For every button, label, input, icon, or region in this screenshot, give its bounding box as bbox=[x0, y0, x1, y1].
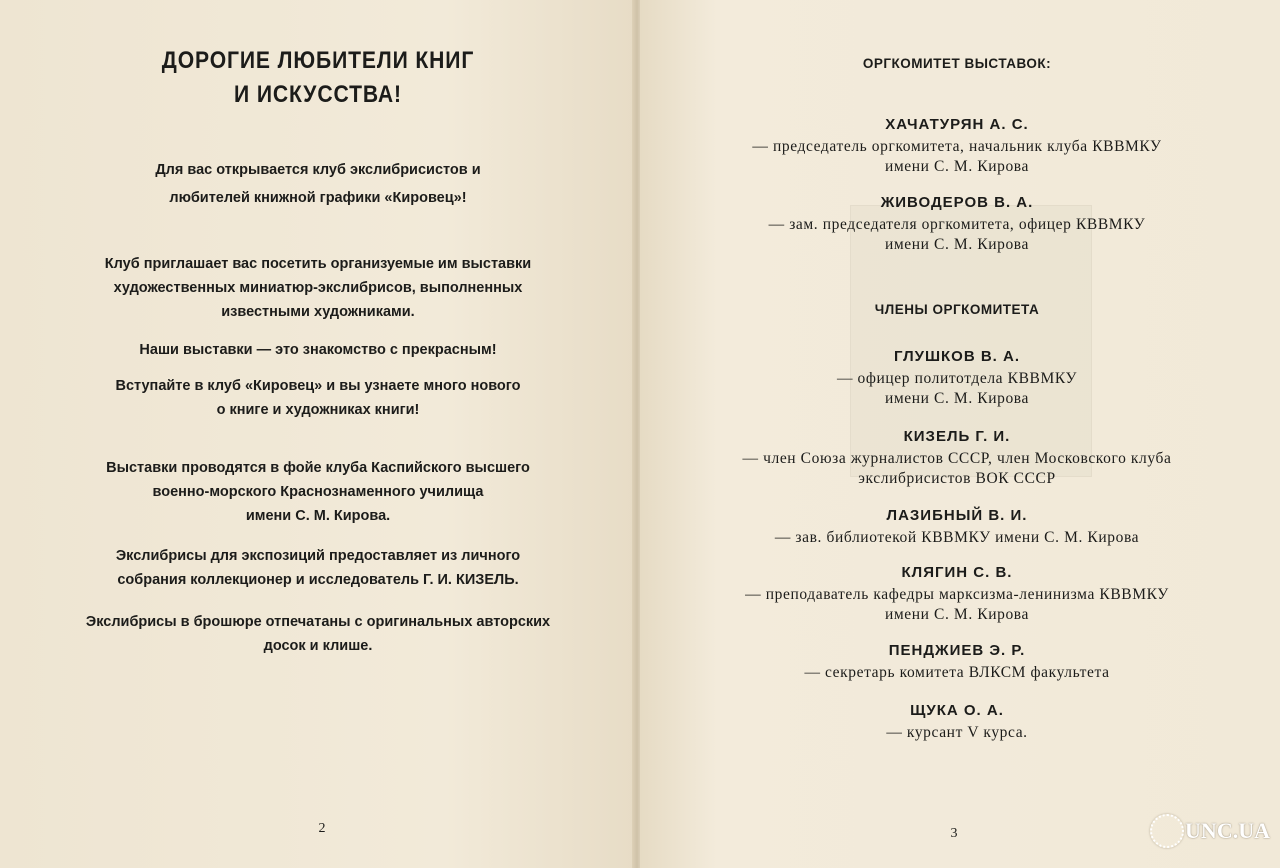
title-line-2: И ИСКУССТВА! bbox=[234, 81, 402, 108]
member-role bbox=[634, 369, 1280, 409]
text-line: — зам. председателя оргкомитета, офицер КВВМКУ bbox=[768, 216, 1146, 233]
text-line: военно-морского Краснознаменного училища bbox=[152, 484, 484, 500]
text-line: художественных миниатюр-экслибрисов, выполненных bbox=[113, 280, 523, 296]
collection-paragraph bbox=[0, 544, 636, 592]
text-line: — председатель оргкомитета, начальник клуба КВВМКУ bbox=[752, 138, 1162, 155]
text-line: Вступайте в клуб «Кировец» и вы узнаете много нового bbox=[115, 378, 521, 394]
page-number-left: 2 bbox=[318, 821, 326, 836]
join-paragraph bbox=[0, 374, 636, 422]
text-line: Экслибрисы в брошюре отпечатаны с оригинальных авторских bbox=[85, 614, 551, 630]
text-line: любителей книжной графики «Кировец»! bbox=[169, 190, 467, 206]
text-line: Наши выставки — это знакомство с прекрасным! bbox=[139, 342, 497, 358]
member-name: ЩУКА О. А. bbox=[910, 702, 1004, 719]
member-5 bbox=[634, 642, 1280, 683]
intro-paragraph bbox=[0, 156, 636, 212]
page-number-right: 3 bbox=[950, 826, 958, 841]
text-line: — курсант V курса. bbox=[886, 724, 1028, 741]
text-line: Для вас открывается клуб экслибрисистов и bbox=[155, 162, 481, 178]
member-name: ГЛУШКОВ В. А. bbox=[893, 348, 1021, 365]
member-role bbox=[634, 723, 1280, 743]
member-role bbox=[634, 449, 1280, 489]
watermark-sun-icon bbox=[1150, 814, 1184, 848]
text-line: о книге и художниках книги! bbox=[216, 402, 420, 418]
committee-heading: ОРГКОМИТЕТ ВЫСТАВОК: bbox=[862, 56, 1052, 71]
member-role bbox=[634, 215, 1280, 255]
text-line: имени С. М. Кирова bbox=[885, 236, 1029, 253]
leader-2 bbox=[634, 194, 1280, 255]
text-line: — зав. библиотекой КВВМКУ имени С. М. Кирова bbox=[774, 529, 1140, 546]
member-2 bbox=[634, 428, 1280, 489]
text-line: имени С. М. Кирова bbox=[885, 606, 1029, 623]
print-paragraph bbox=[0, 610, 636, 658]
right-page bbox=[640, 0, 1280, 868]
member-name: ЖИВОДЕРОВ В. А. bbox=[880, 194, 1034, 211]
text-line: имени С. М. Кирова. bbox=[245, 508, 391, 524]
text-line: — секретарь комитета ВЛКСМ факультета bbox=[804, 664, 1110, 681]
text-line: Выставки проводятся в фойе клуба Каспийского высшего bbox=[106, 460, 530, 476]
text-line: имени С. М. Кирова bbox=[885, 390, 1029, 407]
member-name: ЛАЗИБНЫЙ В. И. bbox=[886, 507, 1028, 524]
member-name: ПЕНДЖИЕВ Э. Р. bbox=[888, 642, 1026, 659]
title-line-1: ДОРОГИЕ ЛЮБИТЕЛИ КНИГ bbox=[161, 47, 475, 74]
member-1 bbox=[634, 348, 1280, 409]
invite-paragraph bbox=[0, 252, 636, 324]
text-line: собрания коллекционер и исследователь Г. И. КИЗЕЛЬ. bbox=[117, 572, 519, 588]
member-name: КИЗЕЛЬ Г. И. bbox=[903, 428, 1011, 445]
venue-paragraph bbox=[0, 456, 636, 528]
member-role bbox=[634, 528, 1280, 548]
member-3 bbox=[634, 507, 1280, 548]
member-role bbox=[634, 585, 1280, 625]
text-line: Клуб приглашает вас посетить организуемые им выставки bbox=[104, 256, 532, 272]
text-line: досок и клише. bbox=[263, 638, 373, 654]
member-role bbox=[634, 137, 1280, 177]
member-name: КЛЯГИН С. В. bbox=[901, 564, 1013, 581]
text-line: — преподаватель кафедры марксизма-ленинизма КВВМКУ bbox=[745, 586, 1169, 603]
text-line: известными художниками. bbox=[221, 304, 415, 320]
text-line: — офицер политотдела КВВМКУ bbox=[836, 370, 1078, 387]
watermark-logo: UNC.UA bbox=[1185, 818, 1270, 843]
leader-1 bbox=[634, 116, 1280, 177]
member-4 bbox=[634, 564, 1280, 625]
exhibitions-paragraph bbox=[0, 336, 636, 364]
text-line: экслибрисистов ВОК СССР bbox=[858, 470, 1056, 487]
text-line: Экслибрисы для экспозиций предоставляет из личного bbox=[115, 548, 521, 564]
member-role bbox=[634, 663, 1280, 683]
members-heading: ЧЛЕНЫ ОРГКОМИТЕТА bbox=[874, 302, 1040, 317]
text-line: имени С. М. Кирова bbox=[885, 158, 1029, 175]
text-line: — член Союза журналистов СССР, член Московского клуба bbox=[742, 450, 1172, 467]
member-6 bbox=[634, 702, 1280, 743]
member-name: ХАЧАТУРЯН А. С. bbox=[885, 116, 1029, 133]
left-page bbox=[0, 0, 636, 868]
left-title bbox=[38, 44, 598, 112]
